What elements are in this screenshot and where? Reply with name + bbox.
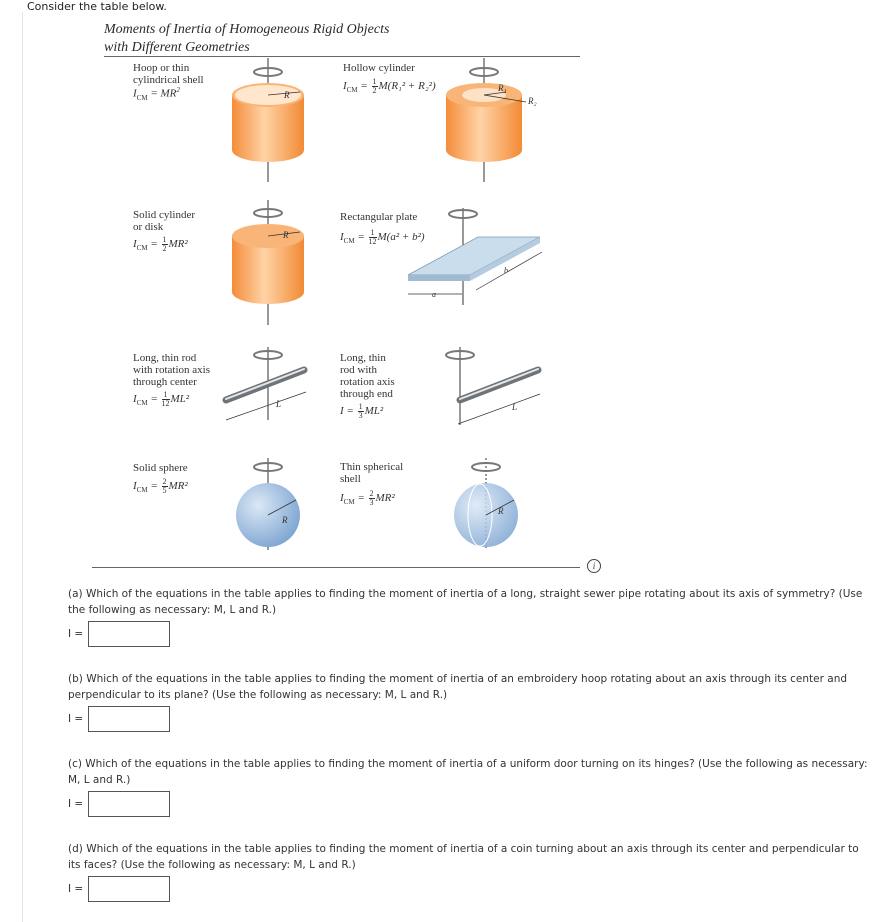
entry-name-line: Long, thin: [340, 352, 386, 364]
rod-center-diagram: [226, 347, 306, 420]
info-icon[interactable]: i: [587, 559, 601, 573]
radius-label: R: [498, 506, 504, 516]
answer-c-label: I =: [68, 798, 84, 810]
question-d-text: (d) Which of the equations in the table applies to finding the moment of inertia of a coin turning about an axis through its center and perpendicular to its faces? (Use the following as necessary: M, L and R.): [68, 843, 859, 871]
table-title-line1: Moments of Inertia of Homogeneous Rigid Objects: [104, 22, 390, 37]
entry-name-line: through center: [133, 376, 197, 388]
question-b-text: (b) Which of the equations in the table applies to finding the moment of inertia of an embroidery hoop rotating about an axis through its center and perpendicular to its plane? (Use the following as necessary: M, L and R.): [68, 673, 848, 701]
entry-name-line: or disk: [133, 221, 164, 233]
entry-name-line: cylindrical shell: [133, 74, 204, 86]
entry-hoop-formula: $I_{CM} = MR^2$: [133, 86, 180, 102]
fraction: $\frac{1}{3}$: [358, 402, 363, 420]
hollow-cylinder-diagram: [446, 58, 537, 182]
answer-d-input[interactable]: [88, 876, 170, 902]
solid-sphere-diagram: [236, 458, 300, 550]
entry-name-line: through end: [340, 388, 393, 400]
entry-name-line: Solid cylinder: [133, 209, 196, 221]
radius-label: R: [284, 90, 290, 100]
table-title-line2: with Different Geometries: [104, 40, 250, 55]
entry-rectangular-plate-formula: $I_{CM}$ = $\frac{1}{12}$ M(a² + b²): [340, 228, 425, 246]
intro-text: Consider the table below.: [27, 0, 167, 13]
question-a-text: (a) Which of the equations in the table applies to finding the moment of inertia of a long, straight sewer pipe rotating about its axis of symmetry? (Use the following as necessary: M, L and R.): [68, 588, 863, 616]
entry-name-line: Thin spherical: [340, 461, 404, 473]
entry-rod-end-formula: I = $\frac{1}{3}$ ML²: [340, 402, 384, 420]
entry-name-line: with rotation axis: [133, 364, 210, 376]
entry-name-line: shell: [340, 473, 361, 485]
entry-solid-cylinder-formula: $I_{CM}$ = $\frac{1}{2}$ MR²: [133, 235, 188, 253]
entry-rod-center-formula: $I_{CM}$ = $\frac{1}{12}$ ML²: [133, 390, 190, 408]
rectangular-plate-diagram: [408, 208, 542, 305]
dimension-l-label: L: [276, 399, 282, 409]
entry-name-line: Solid sphere: [133, 462, 188, 474]
fraction: $\frac{1}{2}$: [162, 235, 167, 253]
answer-a-input[interactable]: [88, 621, 170, 647]
entry-hollow-cylinder-formula: $I_{CM}$ = $\frac{1}{2}$ M(R₁² + R₂²): [343, 77, 436, 95]
entry-name-line: Hollow cylinder: [343, 62, 415, 74]
entry-name-line: Hoop or thin: [133, 62, 190, 74]
fraction: $\frac{2}{5}$: [162, 477, 167, 495]
entry-name-line: rotation axis: [340, 376, 395, 388]
entry-name-line: Rectangular plate: [340, 211, 418, 223]
answer-a-label: I =: [68, 628, 84, 640]
answer-b-label: I =: [68, 713, 84, 725]
entry-spherical-shell-formula: $I_{CM}$ = $\frac{2}{3}$ MR²: [340, 489, 395, 507]
plate-front: [408, 275, 470, 281]
answer-c-input[interactable]: [88, 791, 170, 817]
hoop-diagram: [232, 58, 304, 182]
entry-solid-sphere-formula: $I_{CM}$ = $\frac{2}{5}$ MR²: [133, 477, 188, 495]
answer-d-label: I =: [68, 883, 84, 895]
radius-label: R: [282, 515, 288, 525]
table-bottom-rule: [92, 567, 580, 568]
fraction: $\frac{2}{3}$: [369, 489, 374, 507]
radius-r2-label: R₂: [528, 96, 537, 106]
dimension-a-label: a: [432, 290, 436, 299]
entry-name-line: Long, thin rod: [133, 352, 197, 364]
dimension-b-label: b: [504, 266, 508, 275]
rod-highlight: [460, 369, 538, 399]
fraction: $\frac{1}{12}$: [368, 228, 377, 246]
dimension-l-label: L: [512, 402, 518, 412]
fraction: $\frac{1}{12}$: [161, 390, 170, 408]
fraction: $\frac{1}{2}$: [372, 77, 377, 95]
spherical-shell-diagram: [454, 458, 518, 550]
question-c-text: (c) Which of the equations in the table applies to finding the moment of inertia of a uniform door turning on its hinges? (Use the following as necessary: M, L and R.): [68, 758, 868, 786]
radius-r1-label: R₁: [498, 83, 507, 93]
entry-name-line: rod with: [340, 364, 377, 376]
plate-top: [408, 237, 540, 275]
solid-cylinder-diagram: [232, 200, 304, 325]
answer-b-input[interactable]: [88, 706, 170, 732]
rod-highlight: [226, 369, 304, 399]
radius-label: R: [283, 230, 289, 240]
rod-end-diagram: [446, 347, 540, 425]
